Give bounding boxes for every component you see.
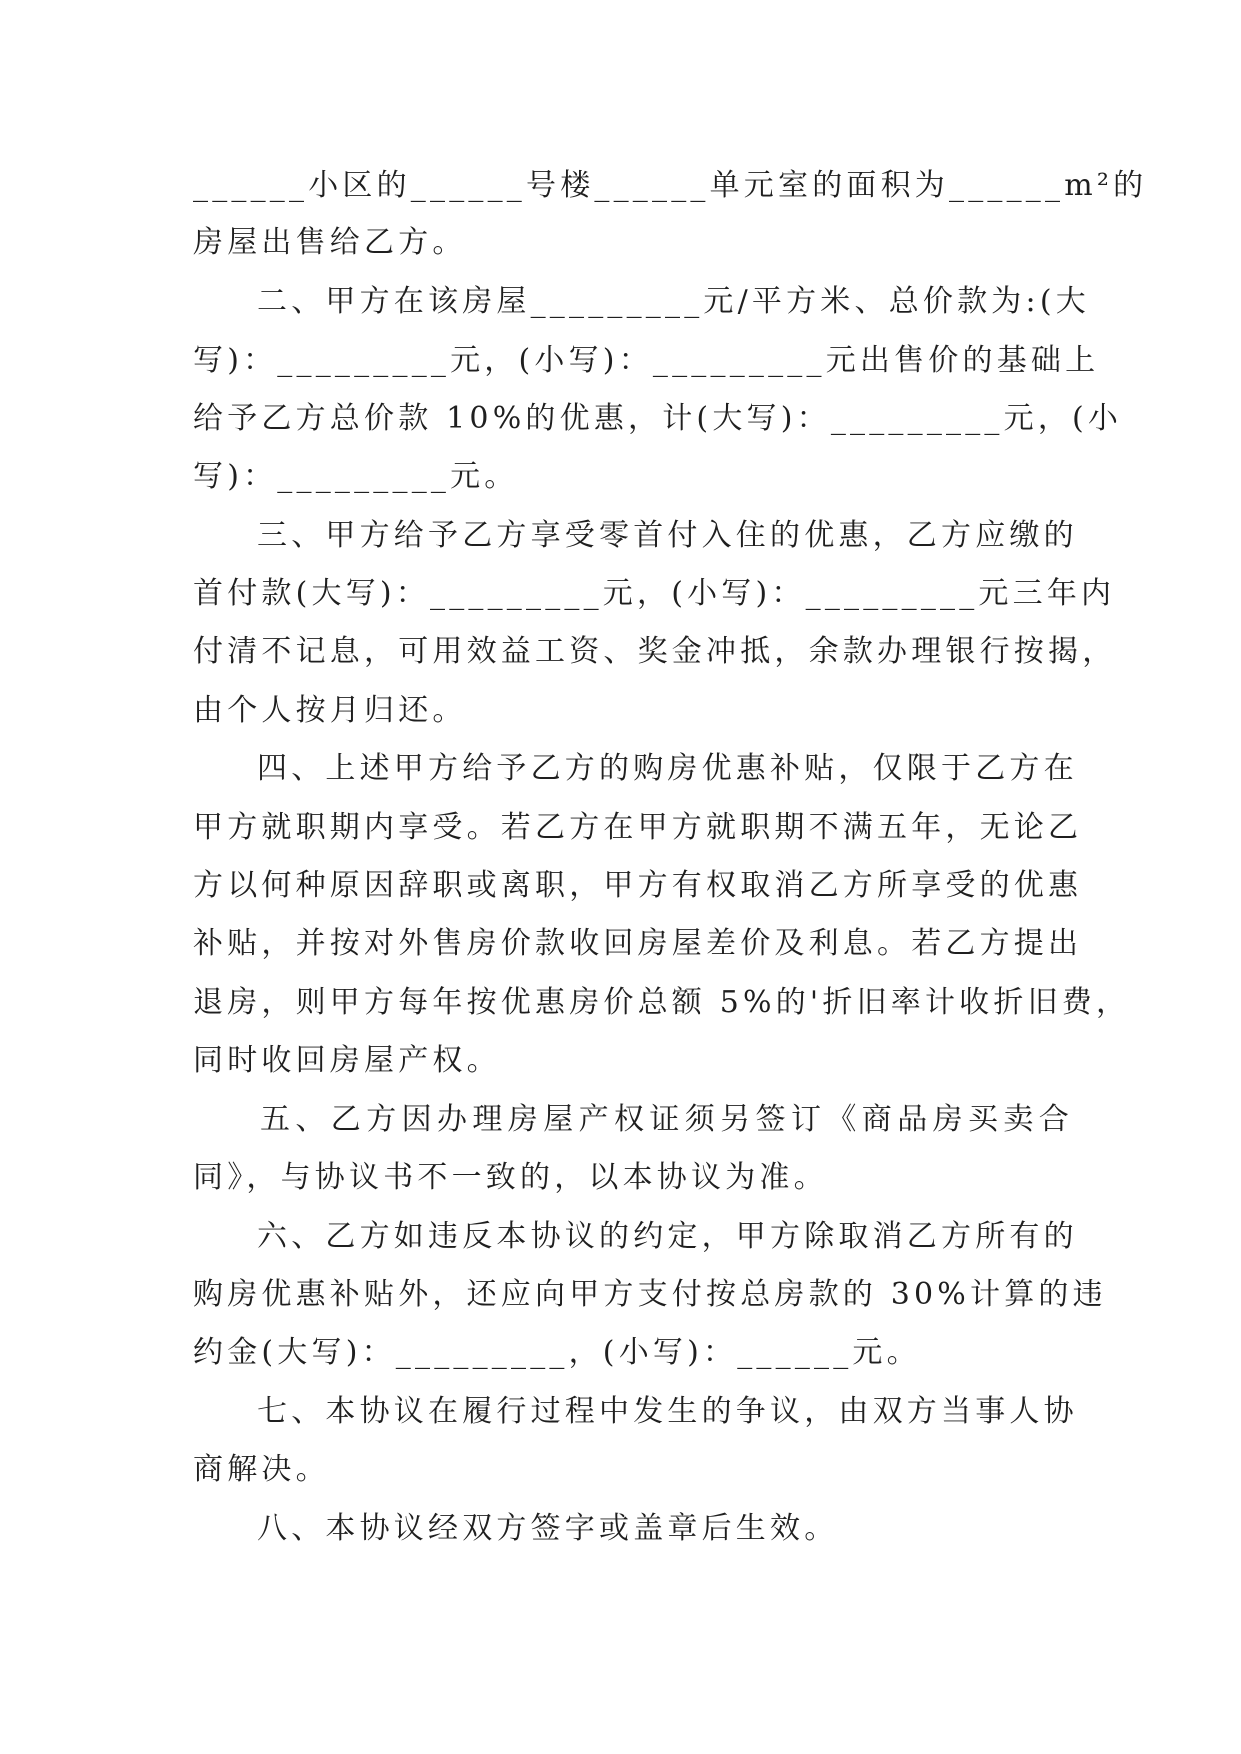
clause-3-heading-line: 三、甲方给予乙方享受零首付入住的优惠，乙方应缴的 bbox=[257, 518, 1078, 553]
clause-7-heading-line: 七、本协议在履行过程中发生的争议，由双方当事人协 bbox=[257, 1394, 1078, 1429]
clause-4-heading-line: 四、上述甲方给予乙方的购房优惠补贴，仅限于乙方在 bbox=[257, 751, 1078, 786]
text-line: 同时收回房屋产权。 bbox=[193, 1043, 501, 1078]
text-line: 付清不记息，可用效益工资、奖金冲抵，余款办理银行按揭， bbox=[193, 634, 1117, 669]
text-line: 商解决。 bbox=[193, 1452, 330, 1487]
text-line: 退房，则甲方每年按优惠房价总额 5%的'折旧率计收折旧费， bbox=[193, 985, 1131, 1020]
text-line: 写)：_________元。 bbox=[193, 459, 519, 494]
clause-6-heading-line: 六、乙方如违反本协议的约定，甲方除取消乙方所有的 bbox=[257, 1219, 1078, 1254]
text-line: 首付款(大写)：_________元，(小写)：_________元三年内 bbox=[193, 576, 1116, 611]
text-line: 补贴，并按对外售房价款收回房屋差价及利息。若乙方提出 bbox=[193, 926, 1083, 961]
text-line: 由个人按月归还。 bbox=[193, 693, 467, 728]
clause-8-line: 八、本协议经双方签字或盖章后生效。 bbox=[257, 1511, 839, 1546]
text-line: 购房优惠补贴外，还应向甲方支付按总房款的 30%计算的违 bbox=[193, 1277, 1107, 1312]
clause-2-heading-line: 二、甲方在该房屋_________元/平方米、总价款为:(大 bbox=[257, 284, 1090, 319]
text-line: 写)：_________元，(小写)：_________元出售价的基础上 bbox=[193, 343, 1100, 378]
text-line: 给予乙方总价款 10%的优惠，计(大写)：_________元，(小 bbox=[193, 401, 1123, 436]
text-line: 方以何种原因辞职或离职，甲方有权取消乙方所享受的优惠 bbox=[193, 868, 1083, 903]
clause-5-heading-line: 五、乙方因办理房屋产权证须另签订《商品房买卖合 bbox=[260, 1102, 1073, 1137]
text-line: ______小区的______号楼______单元室的面积为______m²的 bbox=[193, 168, 1148, 203]
text-line: 房屋出售给乙方。 bbox=[193, 225, 467, 260]
text-line: 甲方就职期内享受。若乙方在甲方就职期不满五年，无论乙 bbox=[193, 810, 1083, 845]
text-line: 约金(大写)：_________，(小写)：______元。 bbox=[193, 1335, 921, 1370]
text-line: 同》，与协议书不一致的，以本协议为准。 bbox=[193, 1160, 828, 1195]
